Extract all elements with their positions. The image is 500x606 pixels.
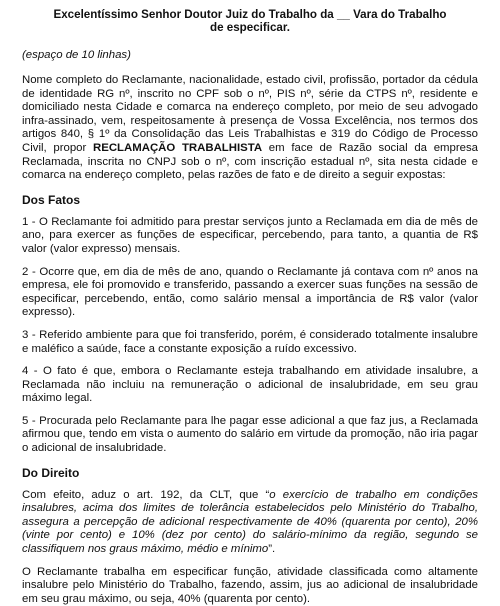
fact-item-5: 5 - Procurada pelo Reclamante para lhe pagar esse adicional a que faz jus, a Reclamada afirmou que, tendo em vista o aumento do salário em virtude da promoção, não iria pagar o adicional de insalubridade.: [22, 414, 478, 455]
law-quote-paragraph: [22, 489, 478, 557]
law-quote-intro: Com efeito, aduz o art. 192, da CLT, que “: [22, 488, 270, 501]
fact-item-1: 1 - O Reclamante foi admitido para prestar serviços junto a Reclamada em dia de mês de ano, para exercer as funções de especificar, percebendo, para tanto, a quantia de R$ valor (valor expresso) mensais.: [22, 215, 478, 255]
fact-item-4: 4 - O fato é que, embora o Reclamante esteja trabalhando em atividade insalubre, a Reclamada não incluiu na remuneração o adicional de insalubridade, em seu grau máximo legal.: [22, 365, 478, 405]
facts-heading: Dos Fatos: [22, 192, 81, 207]
fact-item-3: 3 - Referido ambiente para que foi transferido, porém, é considerado totalmente insalubre e maléfico a saúde, face a constante exposição a ruído excessivo.: [22, 328, 478, 355]
intro-text-before: Nome completo do Reclamante, nacionalidade, estado civil, profissão, portador da cédula de identidade RG nº, inscrito no CPF sob o nº, PIS nº, série da CTPS nº, residente e domiciliado nesta Cidade e comarca na endereço completo, por meio de seu advogado infra-assinado, vem, respeitosamente à presença de Vossa Excelência, nos termos dos artigos 840, § 1º da Consolidação das Leis Trabalhistas e 319 do Código de Processo Civil, propor: [22, 74, 478, 154]
space-note: (espaço de 10 linhas): [22, 49, 131, 61]
law-quote-text: o exercício de trabalho em condições insalubres, acima dos limites de tolerância estabelecidos pelo Ministério do Trabalho, assegura a percepção de adicional respectivamente de 40% (quarenta por cento), 20% (vinte por cento) e 10% (dez por cento) do salário-mínimo da região, segundo se classifiquem nos graus máximo, médio e mínimo: [22, 488, 478, 556]
intro-paragraph: [22, 74, 478, 183]
fact-item-2: 2 - Ocorre que, em dia de mês de ano, quando o Reclamante já contava com nº anos na empresa, ele foi promovido e transferido, passando a exercer suas funções na sessão de especificar, percebendo, então, como salário mensal a importância de R$ valor (valor expresso).: [22, 265, 478, 319]
law-heading: Do Direito: [22, 465, 80, 480]
title-line-1: Excelentíssimo Senhor Doutor Juiz do Trabalho da __ Vara do Trabalho: [53, 8, 447, 21]
intro-text-after: em face de Razão social da empresa Reclamada, inscrita no CNPJ sob o nº, com inscrição estadual nº, sita nesta cidade e comarca na endereço completo, pelas razões de fato e de direito a seguir expostas:: [22, 141, 479, 182]
intro-action-name: RECLAMAÇÃO TRABALHISTA: [93, 141, 263, 154]
law-final-paragraph: O Reclamante trabalha em especificar função, atividade classificada como altamente insalubre pelo Ministério do Trabalho, fazendo, assim, jus ao adicional de insalubridade em seu grau máximo, ou seja, 40% (quarenta por cento).: [22, 565, 478, 605]
document-title: [22, 8, 478, 34]
law-quote-end: ”.: [268, 543, 276, 556]
title-line-2: de especificar.: [210, 21, 290, 34]
